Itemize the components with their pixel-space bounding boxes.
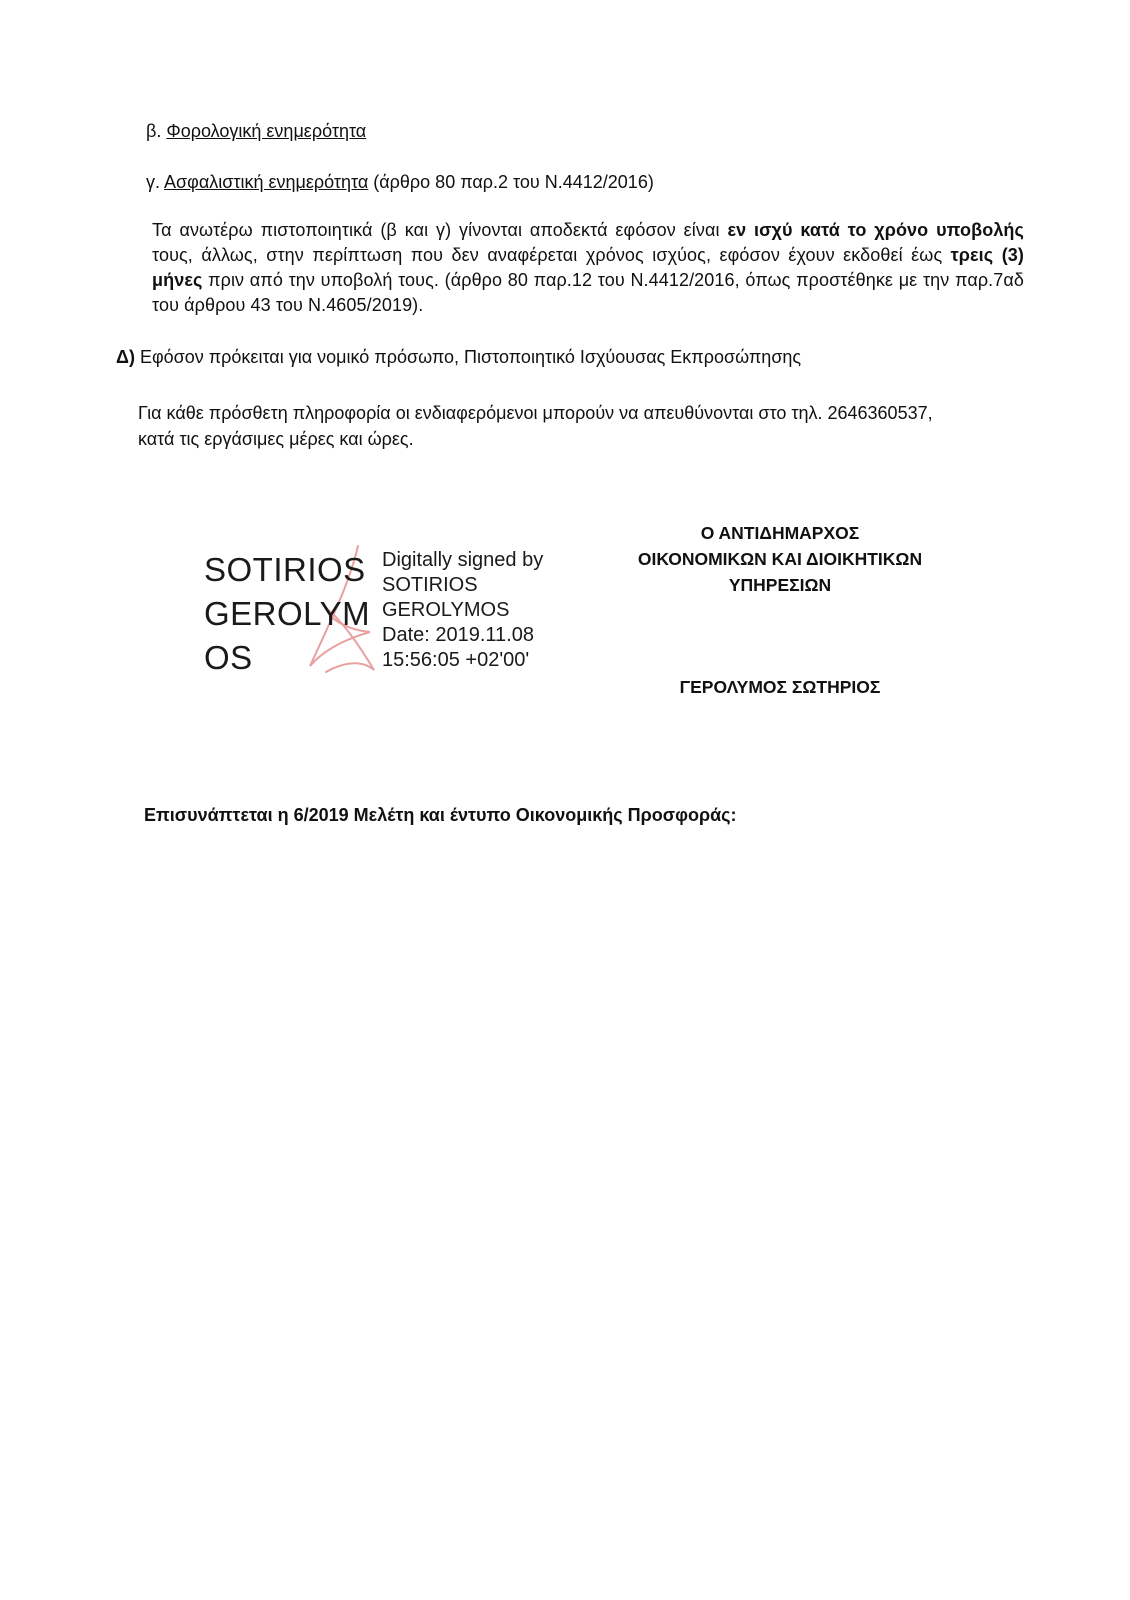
item-delta bbox=[116, 344, 801, 370]
signature-detail-1: Digitally signed by bbox=[382, 549, 544, 571]
signature-name-line-2: GEROLYM bbox=[204, 595, 371, 632]
signature-name bbox=[204, 548, 370, 680]
contact-info-line-2: κατά τις εργάσιμες μέρες και ώρες. bbox=[138, 429, 414, 449]
paragraph-text-2: τους, άλλως, στην περίπτωση που δεν αναφέρεται χρόνος ισχύος, εφόσον έχουν εκδοθεί έως bbox=[152, 245, 951, 265]
signature-name-line-1: SOTIRIOS bbox=[204, 551, 366, 588]
item-gamma-title: Ασφαλιστική ενημερότητα bbox=[164, 172, 369, 192]
signatory-name: ΓΕΡΟΛΥΜΟΣ ΣΩΤΗΡΙΟΣ bbox=[679, 677, 881, 697]
signature-detail-5: 15:56:05 +02'00' bbox=[382, 649, 530, 671]
item-beta-title: Φορολογική ενημερότητα bbox=[166, 121, 367, 141]
paragraph-text-1: Τα ανωτέρω πιστοποιητικά (β και γ) γίνονται αποδεκτά εφόσον είναι bbox=[152, 220, 728, 240]
item-delta-text: Εφόσον πρόκειται για νομικό πρόσωπο, Πιστοποιητικό Ισχύουσας Εκπροσώπησης bbox=[139, 347, 802, 367]
signatory-title bbox=[615, 520, 945, 598]
attachment-note: Επισυνάπτεται η 6/2019 Μελέτη και έντυπο Οικονομικής Προσφοράς: bbox=[144, 805, 737, 825]
signature-name-line-3: OS bbox=[204, 639, 253, 676]
item-delta-label: Δ) bbox=[116, 347, 135, 367]
item-gamma-ref: (άρθρο 80 παρ.2 του Ν.4412/2016) bbox=[373, 172, 654, 192]
signatory-title-line-3: ΥΠΗΡΕΣΙΩΝ bbox=[728, 575, 832, 595]
item-gamma bbox=[146, 169, 654, 195]
signatory-title-line-1: Ο ΑΝΤΙΔΗΜΑΡΧΟΣ bbox=[700, 523, 860, 543]
signature-detail-3: GEROLYMOS bbox=[382, 599, 510, 621]
paragraph-text-3: πριν από την υποβολή τους. (άρθρο 80 παρ.12 του Ν.4412/2016, όπως προστέθηκε με την παρ.7αδ του άρθρου 43 του Ν.4605/2019). bbox=[152, 270, 1024, 315]
contact-info bbox=[138, 400, 1038, 452]
paragraph-bold-2: τρεις (3) μήνες bbox=[152, 245, 1024, 290]
signature-detail-2: SOTIRIOS bbox=[382, 574, 478, 596]
item-gamma-prefix: γ. bbox=[146, 172, 161, 192]
paragraph-bold-1: εν ισχύ κατά το χρόνο υποβολής bbox=[727, 220, 1024, 240]
contact-info-line-1: Για κάθε πρόσθετη πληροφορία οι ενδιαφερόμενοι μπορούν να απευθύνονται στο τηλ. 2646360537, bbox=[138, 403, 933, 423]
item-beta bbox=[146, 118, 366, 144]
item-beta-prefix: β. bbox=[146, 121, 162, 141]
certificates-paragraph bbox=[152, 218, 1024, 318]
signatory-title-line-2: ΟΙΚΟΝΟΜΙΚΩΝ ΚΑΙ ΔΙΟΙΚΗΤΙΚΩΝ bbox=[637, 549, 923, 569]
signature-detail-4: Date: 2019.11.08 bbox=[382, 624, 534, 646]
signature-details bbox=[382, 548, 543, 673]
